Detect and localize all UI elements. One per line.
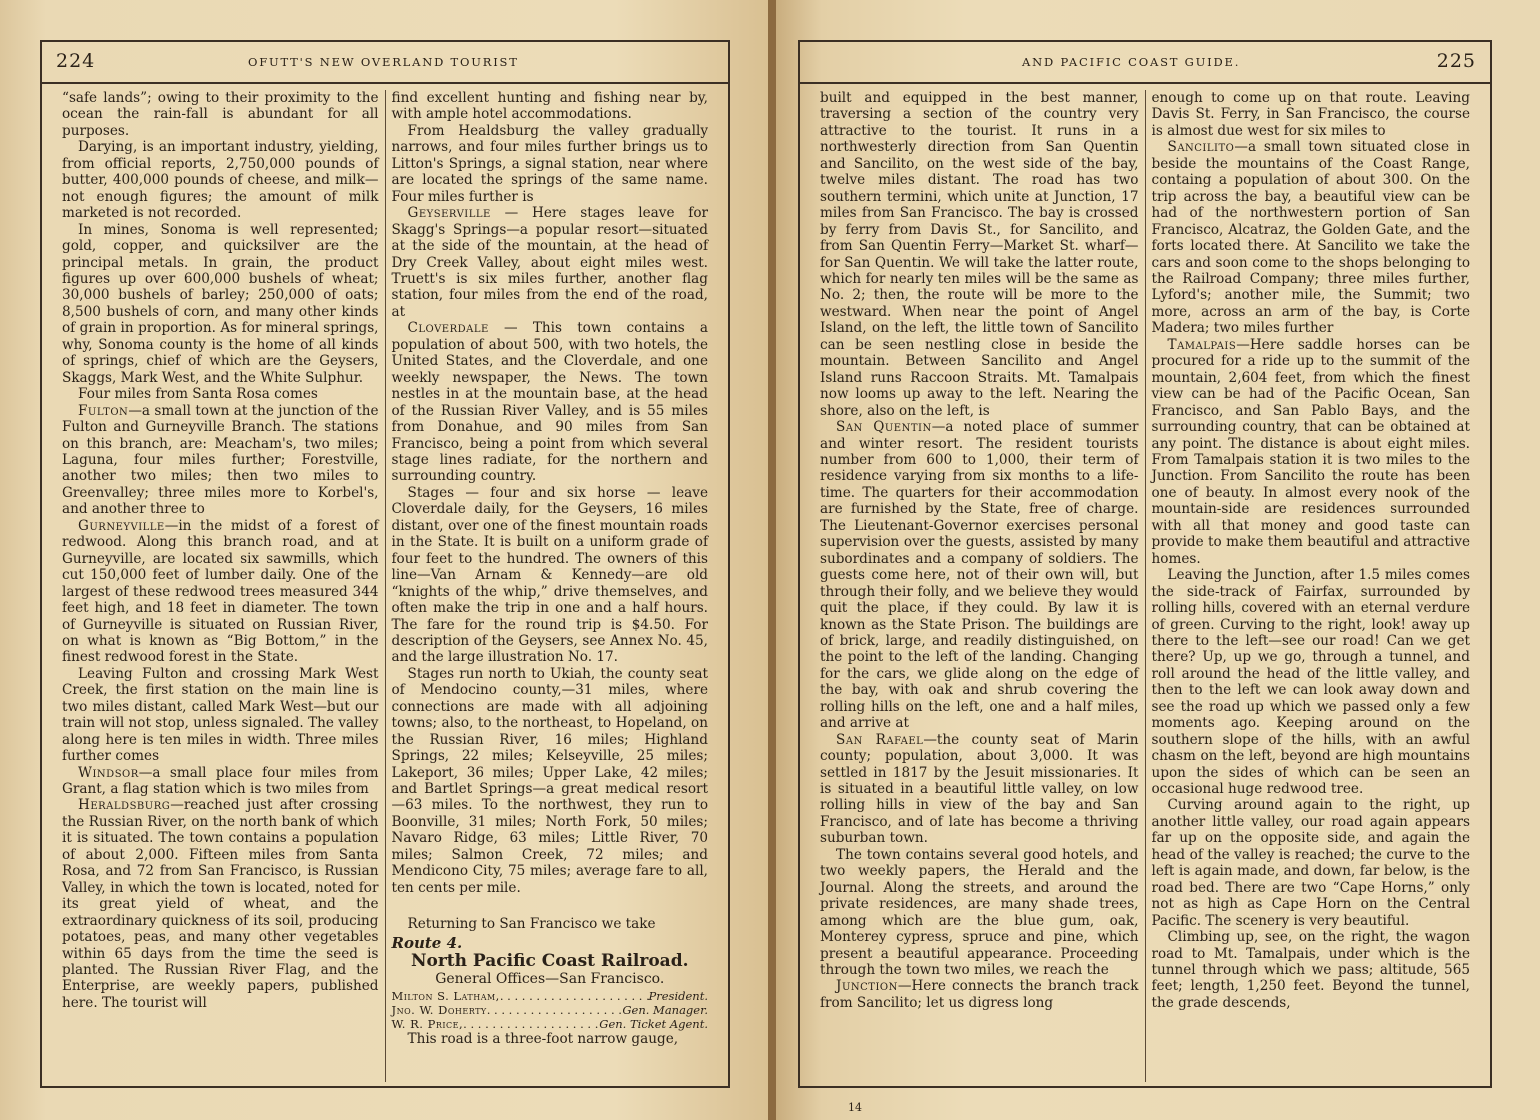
paragraph-text: —the county seat of Marin county; population, about 3,000. It was settled in 1817 by the Jesuit missionaries. It is situated in a beautiful little valley, on low rolling hills in view of the bay and San Francisco, and of late has become a thriving suburban town. (820, 731, 1139, 847)
railroad-title: North Pacific Coast Railroad. (410, 951, 689, 972)
paragraph (62, 90, 379, 139)
officer-name: Milton S. Latham, (391, 989, 500, 1004)
place-name: Geyserville (407, 205, 491, 222)
paragraph-text: —Here connects the branch track from Sancilito; let us digress long (820, 978, 1139, 1011)
paragraph-text: —in the midst of a forest of redwood. Along this branch road, and at Gurneyville, are located six sawmills, which cut 150,000 feet of lumber daily. One of the largest of these redwood trees measured 344 feet high, and 18 feet in diameter. The town of Gurneyville is situated on Russian River, on what is known as “Big Bottom,” in the finest redwood forest in the State. (62, 517, 379, 666)
paragraph-text: Leaving Fulton and crossing Mark West Creek, the first station on the main line is two miles distant, called Mark West—but our train will not stop, unless signaled. The valley along here is ten miles in width. Three miles further comes (62, 665, 379, 765)
paragraph-text: Stages — four and six horse — leave Cloverdale daily, for the Geysers, 16 miles distant, over one of the finest mountain roads in the State. It is built on a uniform grade of four feet to the hundred. The owners of this line—Van Arnam & Kennedy—are old “knights of the whip,” drive themselves, and often make the trip in one and a half hours. The fare for the round trip is $4.50. For description of the Geysers, see Annex No. 45, and the large illustration No. 17. (391, 484, 708, 666)
place-name: Windsor (78, 764, 139, 781)
place-name: Junction (836, 978, 898, 995)
signature-mark: 14 (848, 1101, 862, 1114)
paragraph (392, 485, 709, 666)
left-page (0, 0, 768, 1120)
paragraph-text: built and equipped in the best manner, traversing a section of the country very attractive to the tourist. It runs in a northwesterly direction from San Quentin and Sancilito, on the west side of the bay, twelve miles distant. The road has two southern termini, which unite at Junction, 17 miles from San Francisco. The bay is crossed by ferry from Davis St., for Sancilito, and from San Quentin Ferry—Market St. wharf—for San Quentin. We will take the latter route, which for nearly ten miles will be the same as No. 2; then, the route will be more to the westward. When near the point of Angel Island, on the left, the little town of Sancilito can be seen nestling close in beside the mountain. Between Sancilito and Angel Island runs Raccoon Straits. Mt. Tamalpais now looms up away to the left. Nearing the shore, also on the left, is (820, 90, 1139, 419)
place-name: San Quentin (836, 419, 932, 436)
paragraph-text: —a noted place of summer and winter resort. The resident tourists number from 600 to 1,000, their term of residence varying from six months to a life-time. The quarters for their accommodation are furnished by the State, free of charge. The Lieutenant-Governor exercises personal supervision over the guests, assisted by many subordinates and a company of soldiers. The guests come here, not of their own will, but through their folly, and we believe they would quit the place, if they could. By law it is known as the State Prison. The buildings are of brick, large, and readily distinguished, on the point to the left of the landing. Changing for the cars, we glide along on the edge of the bay, with oak and shrub covering the rolling hills on the left, one and a half miles, and arrive at (820, 419, 1139, 732)
page-number: 225 (1436, 50, 1476, 72)
paragraph-text: —a small town situated close in beside the mountains of the Coast Range, containg a population of about 300. On the trip across the bay, a beautiful view can be had of the northwestern portion of San Francisco, Alcatraz, the Golden Gate, and the forts located there. At Sancilito we take the cars and soon come to the shops belonging to the Railroad Company; three miles further, Lyford's; another mile, the Summit; two more, across an arm of the bay, is Corte Madera; two miles further (1151, 139, 1470, 337)
place-name: Gurneyville (78, 517, 165, 534)
right-column-2 (1145, 90, 1477, 1082)
leader-dots (487, 1003, 623, 1017)
paragraph (62, 797, 379, 1011)
paragraph (820, 90, 1139, 419)
right-page-columns (814, 90, 1476, 1082)
right-page-frame (798, 40, 1492, 1088)
paragraph (62, 666, 379, 765)
paragraph (62, 403, 379, 518)
route-label: Route 4. (391, 933, 463, 952)
left-page-frame (40, 40, 730, 1088)
paragraph (1152, 139, 1471, 336)
paragraph (820, 978, 1139, 1011)
paragraph (392, 916, 709, 932)
paragraph (392, 320, 709, 485)
running-head: OFUTT'S NEW OVERLAND TOURIST (248, 55, 519, 69)
officer-name: Jno. W. Doherty (391, 1003, 487, 1018)
paragraph-text: enough to come up on that route. Leaving Davis St. Ferry, in San Francisco, the course is almost due west for six miles to (1151, 90, 1470, 139)
officer-row (392, 989, 709, 1003)
officer-role: Gen. Manager. (622, 1003, 708, 1018)
leader-dots (463, 1017, 599, 1031)
left-column-2-body (392, 90, 709, 933)
paragraph-text: The town contains several good hotels, and two weekly papers, the Herald and the Journal. Along the streets, and around the private residences, are many shade trees, among which are the blue gum, oak, Monterey cypress, spruce and pine, which present a beautiful appearance. Proceeding through the town two miles, we reach the (820, 846, 1139, 979)
column-end-text: This road is a three-foot narrow gauge, (407, 1031, 679, 1048)
officer-row (392, 1017, 709, 1031)
book-gutter (768, 0, 776, 1120)
leader-dots (500, 989, 649, 1003)
paragraph (820, 732, 1139, 847)
paragraph-text: Returning to San Francisco we take (407, 916, 656, 933)
right-column-1 (814, 90, 1145, 1082)
paragraph (392, 205, 709, 320)
paragraph (62, 386, 379, 402)
paragraph-text: — Here stages leave for Skagg's Springs—a popular resort—situated at the side of the mountain, at the head of Dry Creek Valley, about eight miles west. Truett's is six miles further, another flag station, four miles from the end of the road, at (391, 205, 708, 320)
place-name: Heraldsburg (78, 797, 171, 814)
page-number: 224 (56, 50, 96, 72)
left-column-2 (385, 90, 715, 1082)
officer-row (392, 1003, 709, 1017)
running-head: AND PACIFIC COAST GUIDE. (1022, 55, 1241, 69)
paragraph-text: —a small place four miles from Grant, a flag station which is two miles from (62, 764, 379, 798)
place-name: Fulton (78, 402, 129, 419)
paragraph-text: Darying, is an important industry, yielding, from official reports, 2,750,000 pounds of butter, 400,000 pounds of cheese, and milk—not enough figures; the amount of milk marketed is not recorded. (62, 139, 379, 222)
place-name: Cloverdale (407, 320, 489, 337)
paragraph (62, 518, 379, 666)
place-name: Tamalpais (1167, 336, 1237, 353)
railroad-offices: General Offices—San Francisco. (435, 970, 665, 987)
paragraph-text: “safe lands”; owing to their proximity to the ocean the rain-fall is abundant for all purposes. (62, 90, 379, 139)
paragraph-text: Stages run north to Ukiah, the county seat of Mendocino county,—31 miles, where connections are made with all adjoining towns; also, to the northeast, to Hopeland, on the Russian River, 16 miles; Highland Springs, 22 miles; Kelseyville, 25 miles; Lakeport, 36 miles; Upper Lake, 42 miles; and Bartlet Springs—a great medical resort —63 miles. To the northwest, they run to Boonville, 31 miles; North Fork, 50 miles; Navaro Ridge, 63 miles; Little River, 70 miles; Salmon Creek, 72 miles; and Mendicono City, 75 miles; average fare to all, ten cents per mile. (391, 665, 708, 896)
right-page (776, 0, 1540, 1120)
left-page-header (42, 42, 728, 84)
paragraph (820, 847, 1139, 979)
paragraph (1152, 567, 1471, 797)
paragraph (820, 419, 1139, 732)
paragraph (62, 139, 379, 221)
paragraph-text: —a small town at the junction of the Fulton and Gurneyville Branch. The stations on this branch, are: Meacham's, two miles; Laguna, four miles further; Forestville, another two miles; then two miles to Greenvalley; three miles more to Korbel's, and another three to (62, 402, 379, 518)
paragraph (1152, 90, 1471, 139)
paragraph-text: Leaving the Junction, after 1.5 miles comes the side-track of Fairfax, surrounded by rolling hills, covered with an eternal verdure of green. Curving to the right, look! away up there to the left—see our road! Can we get there? Up, up we go, through a tunnel, and roll around the head of the little valley, and then to the left we can look away down and see the road up which we passed only a few moments ago. Keeping around on the southern slope of the hills, with an awful chasm on the left, beyond are high mountains upon the sides of which can be seen an occasional huge redwood tree. (1151, 567, 1470, 798)
paragraph-text: From Healdsburg the valley gradually narrows, and four miles further brings us to Litton's Springs, a signal station, near where are located the springs of the same name. Four miles further is (391, 122, 708, 205)
paragraph (1152, 929, 1471, 1011)
paragraph-text: —reached just after crossing the Russian River, on the north bank of which it is situated. The town contains a population of about 2,000. Fifteen miles from Santa Rosa, and 72 from San Francisco, is Russian Valley, in which the town is located, noted for its great yield of wheat, and the extraordinary quickness of its soil, producing potatoes, peas, and many other vegetables within 65 days from the time the seed is planted. The Russian River Flag, and the Enterprise, are weekly papers, published here. The tourist will (62, 797, 379, 1011)
paragraph-text: —Here saddle horses can be procured for a ride up to the summit of the mountain, 2,604 feet, from which the finest view can be had of the Pacific Ocean, San Francisco, and San Pablo Bays, and the surrounding country, that can be obtained at any point. The distance is about eight miles. From Tamalpais station it is two miles to the Junction. From Sancilito the route has been one of beauty. In almost every nook of the mountain-side are residences surrounded with all that money and good taste can provide to make them beautiful and attractive homes. (1151, 336, 1470, 567)
paragraph (62, 222, 379, 387)
paragraph (1152, 337, 1471, 567)
officer-role: President. (648, 989, 708, 1004)
paragraph-text: Four miles from Santa Rosa comes (78, 386, 318, 403)
paragraph (392, 666, 709, 896)
left-page-columns (56, 90, 714, 1082)
paragraph-text: Climbing up, see, on the right, the wagon road to Mt. Tamalpais, under which is the tunnel through which we pass; altitude, 565 feet; length, 1,250 feet. Beyond the tunnel, the grade descends, (1151, 929, 1470, 1011)
paragraph (1152, 797, 1471, 929)
right-page-header (800, 42, 1490, 84)
place-name: San Rafael (836, 731, 924, 748)
left-column-1 (56, 90, 385, 1082)
paragraph (392, 123, 709, 205)
place-name: Sancilito (1167, 139, 1235, 156)
paragraph-text: find excellent hunting and fishing near by, with ample hotel accommodations. (391, 90, 708, 123)
paragraph (62, 765, 379, 798)
officer-list (392, 989, 709, 1031)
paragraph (392, 90, 709, 123)
officer-role: Gen. Ticket Agent. (599, 1017, 708, 1032)
officer-name: W. R. Price, (391, 1017, 464, 1032)
paragraph-text: Curving around again to the right, up another little valley, our road again appears far up on the opposite side, and again the head of the valley is reached; the curve to the left is again made, and down, far below, is the road bed. There are two “Cape Horns,” only not as high as Cape Horn on the Central Pacific. The scenery is very beautiful. (1151, 797, 1470, 929)
paragraph-text: In mines, Sonoma is well represented; gold, copper, and quicksilver are the principal metals. In grain, the product figures up over 600,000 bushels of wheat; 30,000 bushels of barley; 250,000 of oats; 8,500 bushels of corn, and many other kinds of grain in proportion. As for mineral springs, why, Sonoma county is the home of all kinds of springs, chief of which are the Geysers, Skaggs, Mark West, and the White Sulphur. (62, 221, 379, 386)
paragraph-text: — This town contains a population of about 500, with two hotels, the United States, and the Cloverdale, and one weekly newspaper, the News. The town nestles in at the mountain base, at the head of the Russian River Valley, and is 55 miles from Donahue, and 90 miles from San Francisco, being a point from which several stage lines radiate, for the northern and surrounding country. (391, 320, 708, 485)
